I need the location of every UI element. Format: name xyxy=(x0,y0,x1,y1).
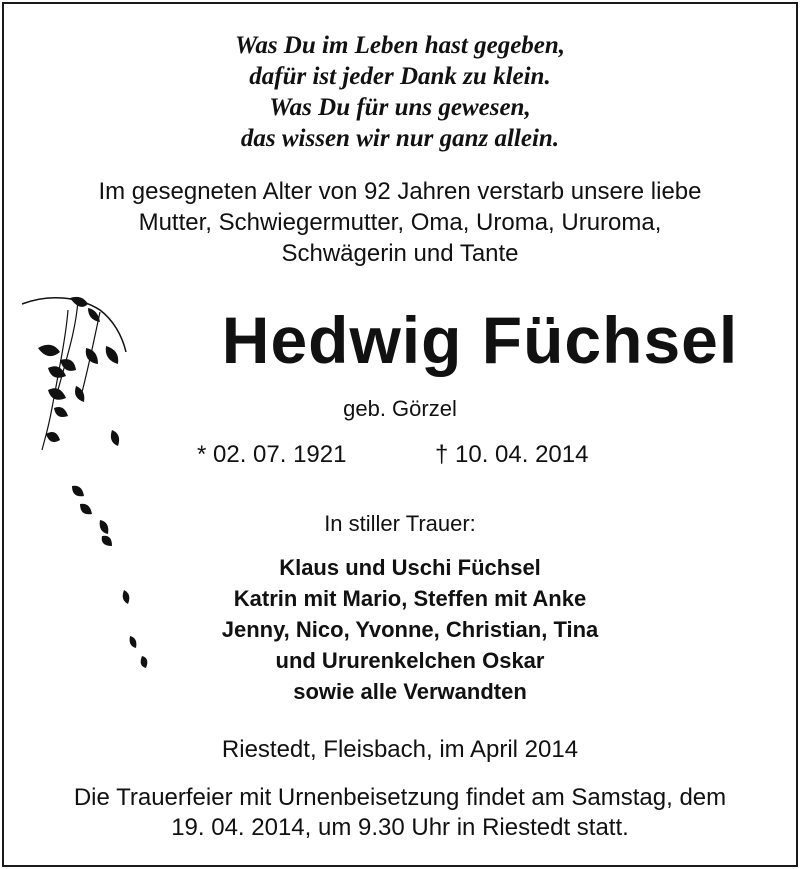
family-line: und Ururenkelchen Oskar xyxy=(275,648,545,673)
intro-line: Im gesegneten Alter von 92 Jahren verstarb unsere liebe xyxy=(98,178,702,205)
family-line: Klaus und Uschi Füchsel xyxy=(279,555,541,580)
family-line: sowie alle Verwandten xyxy=(293,679,527,704)
mourning-heading: In stiller Trauer: xyxy=(324,511,476,536)
ceremony-line: Die Trauerfeier mit Urnenbeisetzung findet am Samstag, dem xyxy=(73,784,727,811)
poem xyxy=(0,30,800,154)
ceremony-info xyxy=(0,783,800,843)
birth-date: * 02. 07. 1921 xyxy=(197,441,347,468)
family-list xyxy=(10,552,800,707)
poem-line: Was Du im Leben hast gegeben, xyxy=(234,32,566,59)
ceremony-line: 19. 04. 2014, um 9.30 Uhr in Riestedt statt. xyxy=(171,814,629,841)
poem-line: Was Du für uns gewesen, xyxy=(269,94,531,121)
deceased-name: Hedwig Füchsel xyxy=(221,303,739,377)
death-date: † 10. 04. 2014 xyxy=(435,441,589,468)
family-line: Katrin mit Mario, Steffen mit Anke xyxy=(233,586,587,611)
family-line: Jenny, Nico, Yvonne, Christian, Tina xyxy=(221,617,599,642)
intro-line: Schwägerin und Tante xyxy=(281,240,519,267)
poem-line: dafür ist jeder Dank zu klein. xyxy=(249,63,551,90)
poem-line: das wissen wir nur ganz allein. xyxy=(240,125,560,152)
place-date: Riestedt, Fleisbach, im April 2014 xyxy=(221,736,579,763)
intro-line: Mutter, Schwiegermutter, Oma, Uroma, Ururoma, xyxy=(138,209,662,236)
intro-text xyxy=(0,176,800,269)
maiden-name: geb. Görzel xyxy=(343,396,457,421)
